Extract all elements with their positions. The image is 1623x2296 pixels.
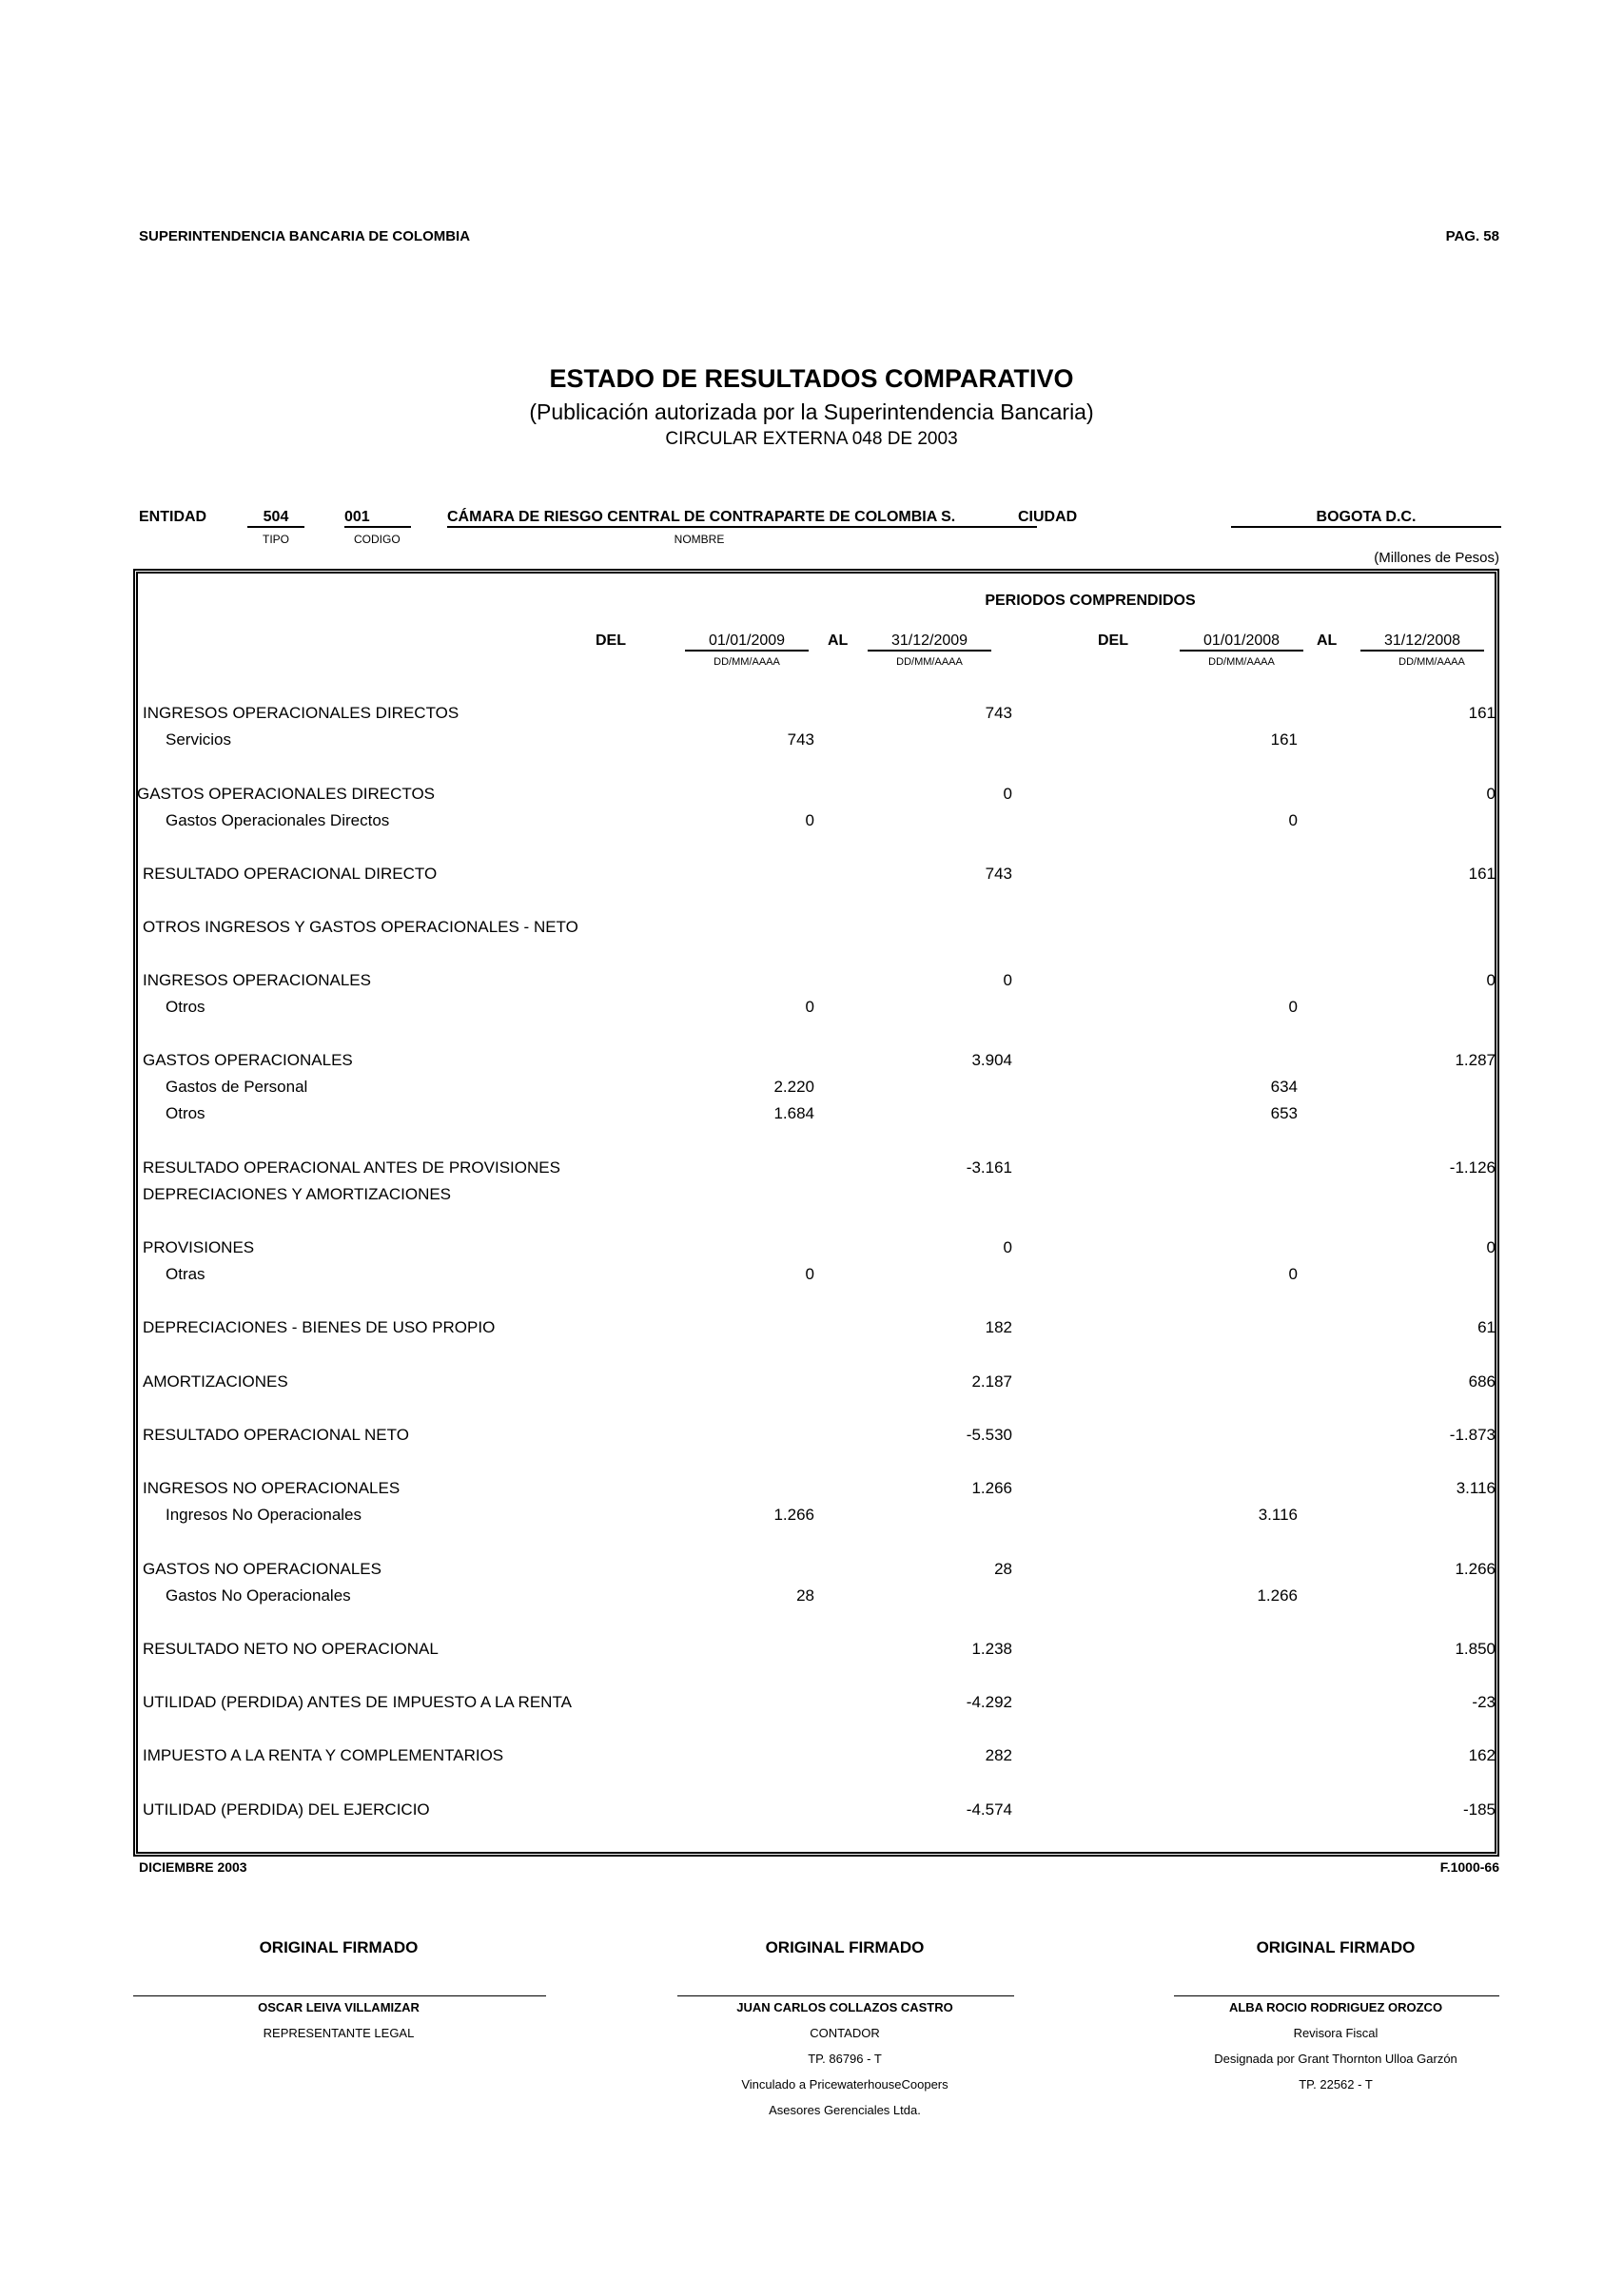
row-value-v2: 0 [1003,971,1012,989]
row-value-v1: 1.684 [773,1104,814,1122]
row-label: Otros [166,998,205,1016]
signatory-name: ALBA ROCIO RODRIGUEZ OROZCO [1228,2000,1443,2014]
signatory-detail: Revisora Fiscal [1293,2026,1379,2040]
row-value-v2: -4.292 [966,1693,1012,1711]
row-value-v4: 0 [1486,785,1496,803]
row-value-v2: 182 [985,1318,1012,1336]
row-value-v3: 0 [1288,998,1298,1016]
row-value-v2: 282 [985,1746,1012,1764]
row-value-v1: 0 [805,1265,814,1283]
row-value-v1: 0 [805,998,814,1016]
row-value-v2: 0 [1003,785,1012,803]
period1-from: 01/01/2009 [685,632,809,652]
row-value-v2: -5.530 [966,1426,1012,1444]
periods-heading: PERIODOS COMPRENDIDOS [985,593,1196,609]
row-value-v3: 653 [1270,1104,1298,1122]
entity-label: ENTIDAD [139,509,207,525]
row-label: Gastos Operacionales Directos [166,811,390,829]
signature-line [133,1995,546,1996]
row-label: Gastos de Personal [166,1078,308,1096]
row-value-v3: 634 [1270,1078,1298,1096]
row-label: RESULTADO OPERACIONAL NETO [143,1426,409,1444]
signatory-detail: TP. 22562 - T [1299,2077,1373,2092]
entity-tipo: 504 [247,509,304,528]
row-value-v2: 2.187 [971,1372,1012,1391]
row-label: PROVISIONES [143,1238,255,1256]
row-value-v1: 0 [805,811,814,829]
signature-status: ORIGINAL FIRMADO [765,1938,925,1956]
row-value-v4: 161 [1468,865,1496,883]
period1-from-format: DD/MM/AAAA [714,656,780,668]
signature-line [677,1995,1014,1996]
row-value-v4: 686 [1468,1372,1496,1391]
row-value-v3: 0 [1288,811,1298,829]
row-value-v4: 1.266 [1455,1560,1496,1578]
row-value-v1: 1.266 [773,1506,814,1524]
period1-to: 31/12/2009 [868,632,991,652]
row-label: Servicios [166,730,231,749]
signatory-detail: Asesores Gerenciales Ltda. [769,2103,921,2117]
row-label: OTROS INGRESOS Y GASTOS OPERACIONALES - NETO [143,918,578,936]
entity-ciudad: BOGOTA D.C. [1231,509,1501,528]
period2-from-format: DD/MM/AAAA [1208,656,1275,668]
row-value-v3: 3.116 [1258,1506,1298,1524]
signature-status: ORIGINAL FIRMADO [1256,1938,1416,1956]
entity-tipo-label: TIPO [262,533,289,546]
signatory-detail: REPRESENTANTE LEGAL [263,2026,415,2040]
row-label: Otras [166,1265,205,1283]
row-value-v4: 0 [1486,1238,1496,1256]
row-value-v2: 1.266 [971,1479,1012,1497]
signature-line [1174,1995,1499,1996]
row-value-v4: -23 [1472,1693,1496,1711]
row-label: DEPRECIACIONES Y AMORTIZACIONES [143,1185,452,1203]
entity-nombre-label: NOMBRE [674,533,725,546]
row-label: RESULTADO OPERACIONAL ANTES DE PROVISIONES [143,1158,560,1177]
entity-ciudad-label: CIUDAD [1018,509,1078,525]
row-value-v4: 162 [1468,1746,1496,1764]
row-label: UTILIDAD (PERDIDA) DEL EJERCICIO [143,1800,430,1819]
row-value-v4: 161 [1468,704,1496,722]
period2-to-format: DD/MM/AAAA [1398,656,1465,668]
period2-to: 31/12/2008 [1360,632,1484,652]
row-value-v3: 161 [1270,730,1298,749]
row-label: Otros [166,1104,205,1122]
period1-del-label: DEL [596,632,626,649]
row-label: GASTOS OPERACIONALES DIRECTOS [137,785,436,803]
row-value-v4: -1.873 [1449,1426,1496,1444]
circular-reference: CIRCULAR EXTERNA 048 DE 2003 [665,429,958,449]
row-label: GASTOS OPERACIONALES [143,1051,353,1069]
row-value-v2: 0 [1003,1238,1012,1256]
row-value-v4: 61 [1477,1318,1496,1336]
row-value-v3: 1.266 [1257,1586,1298,1605]
period1-al-label: AL [828,632,849,649]
row-label: RESULTADO NETO NO OPERACIONAL [143,1640,439,1658]
row-value-v2: 743 [985,865,1012,883]
row-value-v2: -3.161 [966,1158,1012,1177]
signature-status: ORIGINAL FIRMADO [259,1938,419,1956]
footer-date: DICIEMBRE 2003 [139,1859,247,1875]
entity-codigo-label: CODIGO [354,533,401,546]
footer-form: F.1000-66 [1439,1859,1499,1875]
row-value-v4: -1.126 [1449,1158,1496,1177]
row-value-v1: 743 [787,730,814,749]
period1-to-format: DD/MM/AAAA [896,656,963,668]
row-label: UTILIDAD (PERDIDA) ANTES DE IMPUESTO A LA RENTA [143,1693,572,1711]
row-label: INGRESOS OPERACIONALES [143,971,371,989]
entity-codigo: 001 [344,509,411,528]
period2-del-label: DEL [1098,632,1128,649]
row-value-v4: 3.116 [1456,1479,1496,1497]
signatory-detail: CONTADOR [810,2026,880,2040]
row-label: AMORTIZACIONES [143,1372,288,1391]
signatory-detail: Designada por Grant Thornton Ulloa Garzón [1214,2052,1457,2066]
page-number: PAG. 58 [1445,228,1499,244]
row-value-v2: 28 [994,1560,1012,1578]
signatory-name: JUAN CARLOS COLLAZOS CASTRO [736,2000,953,2014]
row-label: INGRESOS OPERACIONALES DIRECTOS [143,704,460,722]
row-value-v1: 28 [796,1586,814,1605]
row-value-v2: 3.904 [971,1051,1012,1069]
signatory-detail: Vinculado a PricewaterhouseCoopers [741,2077,948,2092]
signatory-detail: TP. 86796 - T [808,2052,882,2066]
row-value-v4: -185 [1462,1800,1496,1819]
row-value-v1: 2.220 [773,1078,814,1096]
document-subtitle: (Publicación autorizada por la Superintendencia Bancaria) [529,399,1094,424]
row-label: DEPRECIACIONES - BIENES DE USO PROPIO [143,1318,496,1336]
row-label: RESULTADO OPERACIONAL DIRECTO [143,865,438,883]
row-value-v4: 0 [1486,971,1496,989]
row-label: IMPUESTO A LA RENTA Y COMPLEMENTARIOS [143,1746,504,1764]
row-value-v2: 1.238 [971,1640,1012,1658]
row-value-v2: 743 [985,704,1012,722]
row-label: Gastos No Operacionales [166,1586,351,1605]
row-label: GASTOS NO OPERACIONALES [143,1560,381,1578]
row-label: Ingresos No Operacionales [166,1506,362,1524]
statement-frame [133,569,1499,1857]
row-value-v3: 0 [1288,1265,1298,1283]
row-value-v2: -4.574 [966,1800,1012,1819]
institution-name: SUPERINTENDENCIA BANCARIA DE COLOMBIA [139,228,471,244]
row-value-v4: 1.287 [1455,1051,1496,1069]
period2-al-label: AL [1317,632,1338,649]
signatory-name: OSCAR LEIVA VILLAMIZAR [258,2000,420,2014]
units-note: (Millones de Pesos) [1374,550,1499,566]
entity-nombre: CÁMARA DE RIESGO CENTRAL DE CONTRAPARTE DE COLOMBIA S. [447,509,1037,528]
row-value-v4: 1.850 [1455,1640,1496,1658]
period2-from: 01/01/2008 [1180,632,1303,652]
row-label: INGRESOS NO OPERACIONALES [143,1479,401,1497]
document-title: ESTADO DE RESULTADOS COMPARATIVO [549,364,1074,393]
